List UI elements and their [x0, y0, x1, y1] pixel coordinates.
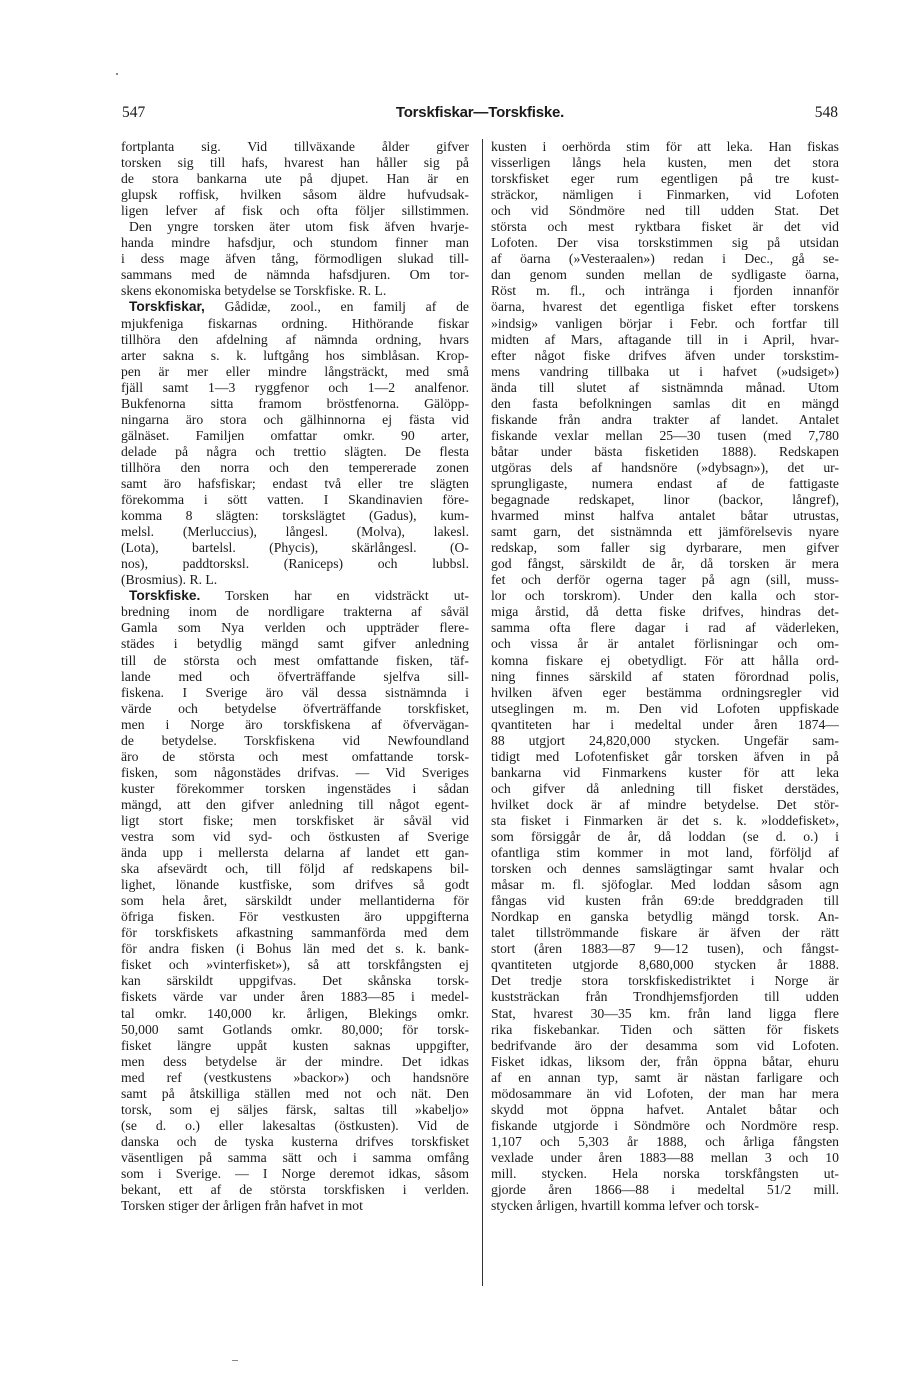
text-line: ningarna äro stora och gälhinnorna ej fästa vid	[121, 411, 469, 427]
text-line: ning finnes särskild af staten förordnad polis,	[491, 668, 839, 684]
text-line: komma 8 slägten: torskslägtet (Gadus), kum-	[121, 508, 469, 524]
text-line: hvilken äfven eger bestämma ordningsregler vid	[491, 684, 839, 700]
text-line: fet och derför ogerna tager på agn (sill, muss-	[491, 572, 839, 588]
text-line: gjorde åren 1866—88 i medeltal 51/2 mill.	[491, 1182, 839, 1198]
text-line: sta fisket i Finmarken är det s. k. »loddefisket»,	[491, 812, 839, 828]
page-number-left: 547	[122, 104, 146, 121]
text-line: fisket och »vinterfisket»), så att torskfångsten ej	[121, 957, 469, 973]
text-line: som försiggår de år, då loddan (se d. o.) i	[491, 829, 839, 845]
text-line: fortplanta sig. Vid tillväxande ålder gifver	[121, 139, 469, 154]
text-line: till de största och mest omfattande fisken, täf-	[121, 652, 469, 668]
text-line: ända till slutet af sistnämnda månad. Utom	[491, 379, 839, 395]
text-line: glupsk roffisk, hvilken såsom äldre hufvudsak-	[121, 187, 469, 203]
text-line: de stora bankarna ute på djupet. Han är en	[121, 171, 469, 187]
text-line: men dess betydelse är der mindre. Det idkas	[121, 1053, 469, 1069]
text-line: samt garn, det sistnämnda ett jämförelsevis nyare	[491, 524, 839, 540]
text-line: sprungligaste, numera endast af de fattigaste	[491, 475, 839, 491]
text-line: qvantiteten har i medeltal under åren 1874—	[491, 716, 839, 732]
text-line: tal omkr. 140,000 kr. årligen, Blekings omkr.	[121, 1005, 469, 1021]
text-line: för torskfiskets afkastning sammanförda med dem	[121, 925, 469, 941]
scan-speck	[232, 1360, 238, 1361]
text-line: stycken årligen, hvartill komma lefver och torsk-	[491, 1198, 759, 1214]
text-line: Nordkap en ganska betydlig mängd torsk. An-	[491, 909, 839, 925]
text-line: gälnäset. Familjen omfattar omkr. 90 arter,	[121, 427, 469, 443]
text-line: melsl. (Merluccius), långesl. (Molva), lakesl.	[121, 524, 469, 540]
text-line: fiskets värde var under åren 1883—85 i medel-	[121, 989, 469, 1005]
text-line: ligen lefver af fisk och ofta följer sillstimmen.	[121, 203, 469, 219]
text-line: fisket längre uppåt kusten saknas uppgifter,	[121, 1037, 469, 1053]
text-line: mängd, att den gifver anledning till något egent-	[121, 796, 469, 812]
text-line: fångas vid kusten från 69:de breddgraden till	[491, 893, 839, 909]
text-line: komna fiskare ej obetydligt. För att hålla ord-	[491, 652, 839, 668]
text-line: öfriga fisken. För vestkusten äro uppgifterna	[121, 909, 469, 925]
text-line: visserligen långs hela kusten, men det stora	[491, 155, 839, 171]
page-number-right: 548	[814, 104, 838, 121]
scan-speck	[116, 73, 118, 75]
text-line: utgöras dels af handsnöre (»dybsagn»), det ur-	[491, 459, 839, 475]
text-line: miga årstid, då detta fiske drifves, hindras det-	[491, 604, 839, 620]
text-line: mens vandring tillbaka ut i hafvet (»udsiget»)	[491, 363, 839, 379]
text-line: Det tredje stora torskfiskedistriktet i Norge är	[491, 973, 839, 989]
text-line: delade på några och trettio slägten. De flesta	[121, 443, 469, 459]
text-line: lighet, lönande kustfiske, som drifves så godt	[121, 877, 469, 893]
text-line: stort (åren 1883—87 9—12 tusen), och fångst-	[491, 941, 839, 957]
text-line: skydd mot öppna hafvet. Antalet båtar och	[491, 1101, 839, 1117]
text-line: förekomma i sött vatten. I Skandinavien före-	[121, 492, 469, 508]
text-line: samt äro hafsfiskar; endast två eller tre slägten	[121, 475, 469, 491]
text-line: hvilket dock är af mindre betydelse. Det stör-	[491, 796, 839, 812]
text-line: danska och de tyska kusterna drifves torskfisket	[121, 1133, 469, 1149]
text-line: qvantiteten utgjorde 8,680,000 stycken år 1888.	[491, 957, 839, 973]
text-line: vestra som vid syd- och östkusten af Sverige	[121, 829, 469, 845]
text-line: äro de största och mest omfattande torsk-	[121, 748, 469, 764]
text-line: »indsig» vanligen börjar i Febr. och fortfar till	[491, 315, 839, 331]
text-line: kan särskildt uppgifvas. Det skånska torsk-	[121, 973, 469, 989]
text-line: torsk, som ej säljes färsk, saltas till »kabeljo»	[121, 1101, 469, 1117]
text-line: mjukfeniga fiskarnas ordning. Hithörande fiskar	[121, 315, 469, 331]
text-line: Lofoten. Der visa torskstimmen sig på utsidan	[491, 235, 839, 251]
text-line: men i Norge äro torskfiskena af öfvervägan-	[121, 716, 469, 732]
text-line: samt på åtskilliga ställen med not och nät. Den	[121, 1085, 469, 1101]
text-line: redskap, som faller sig dyrbarare, men gifver	[491, 540, 839, 556]
text-line: god fångst, särskildt de år, då torsken är mera	[491, 556, 839, 572]
column-divider	[482, 139, 483, 1286]
text-line: kusten i oerhörda stim för att leka. Han fiskas	[491, 139, 839, 154]
text-line: i dess mage äfven tång, förmodligen slukad till-	[121, 251, 469, 267]
text-line: väsentligen på samma sätt och i samma omfång	[121, 1149, 469, 1165]
text-line: mödosammare än vid Lofoten, der man har mera	[491, 1085, 839, 1101]
text-line: begagnade redskapet, linor (backor, långref),	[491, 492, 839, 508]
text-line: som i Sverige. — I Norge deremot idkas, såsom	[121, 1166, 469, 1181]
text-line: för andra fisken (i Bohus län med det s. k. bank-	[121, 941, 469, 957]
text-line: bedrifvande äro der desamma som vid Lofoten.	[491, 1037, 839, 1053]
text-line: midten af Mars, aftagande till in i April, hvar-	[491, 331, 839, 347]
text-line: Röst m. fl., och intränga i fjorden innanför	[491, 283, 839, 299]
text-line: sammans med de nämnda hafsdjuren. Om tor-	[121, 267, 469, 283]
text-line: Torskfiskar, Gådidæ, zool., en familj af de	[129, 299, 469, 315]
text-line: båtar under bästa fisketiden 1888). Redskapen	[491, 443, 839, 459]
text-line: måsar m. fl. sjöfoglar. Med loddan såsom agn	[491, 877, 839, 893]
page-header	[122, 104, 838, 124]
left-column	[121, 139, 469, 1214]
text-line: bekant, ett af de största torskfisken i verlden.	[121, 1182, 469, 1198]
text-line: bredning inom de nordligare trakterna af såväl	[121, 604, 469, 620]
text-line: samma ofta flere dagar i rad af väderleken,	[491, 620, 839, 636]
text-line: fisken, som någonstädes drifvas. — Vid Sveriges	[121, 764, 469, 780]
text-line: torskfisket eger rum egentligen på tre kust-	[491, 171, 839, 187]
text-line: den fasta befolkningen samlas dit en mängd	[491, 395, 839, 411]
text-line: ofantliga stim kommer in mot land, förföljd af	[491, 845, 839, 861]
text-line: tillhöra den afdelning af nämnda ordning, hvars	[121, 331, 469, 347]
text-line: (Lota), bartelsl. (Phycis), skärlångesl. (O-	[121, 540, 469, 556]
text-line: 1,107 och 5,303 år 1888, och årliga fångsten	[491, 1133, 839, 1149]
text-line: vexlade under åren 1883—88 mellan 3 och 10	[491, 1149, 839, 1165]
text-line: af öarna (»Vesteraalen») redan i Dec., gå se-	[491, 251, 839, 267]
text-line: fiskande utgjorde i Söndmöre och Nordmöre resp.	[491, 1117, 839, 1133]
text-line: talet tillströmmande fiskare är äfven der rätt	[491, 925, 839, 941]
text-line: mill. stycken. Hela norska torskfångsten ut-	[491, 1166, 839, 1181]
text-line: fjäll samt 1—3 ryggfenor och 1—2 analfenor.	[121, 379, 469, 395]
text-line: som hela året, särskildt under mellantiderna för	[121, 893, 469, 909]
right-column	[491, 139, 839, 1214]
text-line: fiskande från andra trakter af landet. Antalet	[491, 411, 839, 427]
text-line: 88 utgjort 24,820,000 stycken. Ungefär sam-	[491, 732, 839, 748]
text-line: största och mest ryktbara fisket är det vid	[491, 219, 839, 235]
text-line: fiskena. I Sverige äro väl dessa sistnämnda i	[121, 684, 469, 700]
text-line: tillhöra den norra och den tempererade zonen	[121, 459, 469, 475]
text-line: ligt stort fiske; men torskfisket är såväl vid	[121, 812, 469, 828]
text-line: sträckor, nämligen i Finmarken, vid Lofoten	[491, 187, 839, 203]
text-line: kuster förekommer torsken ingenstädes i sådan	[121, 780, 469, 796]
text-line: pen är mer eller mindre långsträckt, med små	[121, 363, 469, 379]
text-line: af en annan typ, samt är nästan farligare och	[491, 1069, 839, 1085]
text-line: torsken sig till hafs, hvarest han håller sig på	[121, 155, 469, 171]
text-line: städes i betydlig mängd samt gifver anledning	[121, 636, 469, 652]
text-line: (Brosmius). R. L.	[121, 572, 218, 588]
text-line: Gamla som Nya verlden och uppträder flere-	[121, 620, 469, 636]
text-line: hvarmed minst halfva antalet båtar utrustas,	[491, 508, 839, 524]
text-line: lande med och öfverträffande sjelfva sill-	[121, 668, 469, 684]
text-line: Fisket idkas, liksom der, från öppna båtar, ehuru	[491, 1053, 839, 1069]
text-line: skens ekonomiska betydelse se Torskfiske. R. L.	[121, 283, 387, 299]
text-line: handa mindre hafsdjur, och stundom finner man	[121, 235, 469, 251]
text-line: arter sakna s. k. luftgång hos simblåsan. Krop-	[121, 347, 469, 363]
text-line: Torskfiske. Torsken har en vidsträckt ut-	[129, 588, 469, 604]
text-line: nos), paddtorsksl. (Raniceps) och lubbsl.	[121, 556, 469, 572]
text-line: och gifver då anledning till fisket derstädes,	[491, 780, 839, 796]
text-line: Stat, hvarest 30—35 km. från land ligga flere	[491, 1005, 839, 1021]
text-line: utseglingen m. m. Den vid Lofoten uppfiskade	[491, 700, 839, 716]
text-line: med ref (vestkustens »backor») och handsnöre	[121, 1069, 469, 1085]
text-line: de betydelse. Torskfiskena vid Newfoundland	[121, 732, 469, 748]
text-line: värde och betydelse öfverträffande torskfisket,	[121, 700, 469, 716]
text-line: ska afsevärdt och, till följd af redskapens bil-	[121, 861, 469, 877]
text-line: Den yngre torsken äter utom fisk äfven hvarje-	[129, 219, 469, 235]
text-line: (se d. o.) eller lakesaltas (östkusten). Vid de	[121, 1117, 469, 1133]
text-line: och vissa år är antalet förlisningar och om-	[491, 636, 839, 652]
running-title: Torskfiskar—Torskfiske.	[395, 104, 565, 121]
text-line: torsken och dennes samslägtingar samt hvalar och	[491, 861, 839, 877]
text-line: öarna, hvarest det egentliga fisket efter torskens	[491, 299, 839, 315]
text-line: efter något fiske drifves äfven under torskstim-	[491, 347, 839, 363]
text-line: tidigt med Lofotenfisket går torsken äfven in på	[491, 748, 839, 764]
text-line: och vid Söndmöre ned till udden Stat. Det	[491, 203, 839, 219]
text-line: dan genom sunden mellan de sydligaste öarna,	[491, 267, 839, 283]
text-line: kuststräckan från Trondhjemsfjorden till udden	[491, 989, 839, 1005]
text-line: ända upp i mellersta delarna af landet ett gan-	[121, 845, 469, 861]
text-line: bankarna vid Finmarkens kuster för att leka	[491, 764, 839, 780]
text-line: 50,000 samt Gotlands omkr. 80,000; för torsk-	[121, 1021, 469, 1037]
text-line: fiskande vexlar mellan 25—30 tusen (med 7,780	[491, 427, 839, 443]
text-line: rika fiskebankar. Tiden och sätten för fiskets	[491, 1021, 839, 1037]
text-line: lor och torskrom). Under den kalla och stor-	[491, 588, 839, 604]
text-line: Torsken stiger der årligen från hafvet in mot	[121, 1198, 363, 1214]
text-line: Bukfenorna sitta framom bröstfenorna. Gälöpp-	[121, 395, 469, 411]
